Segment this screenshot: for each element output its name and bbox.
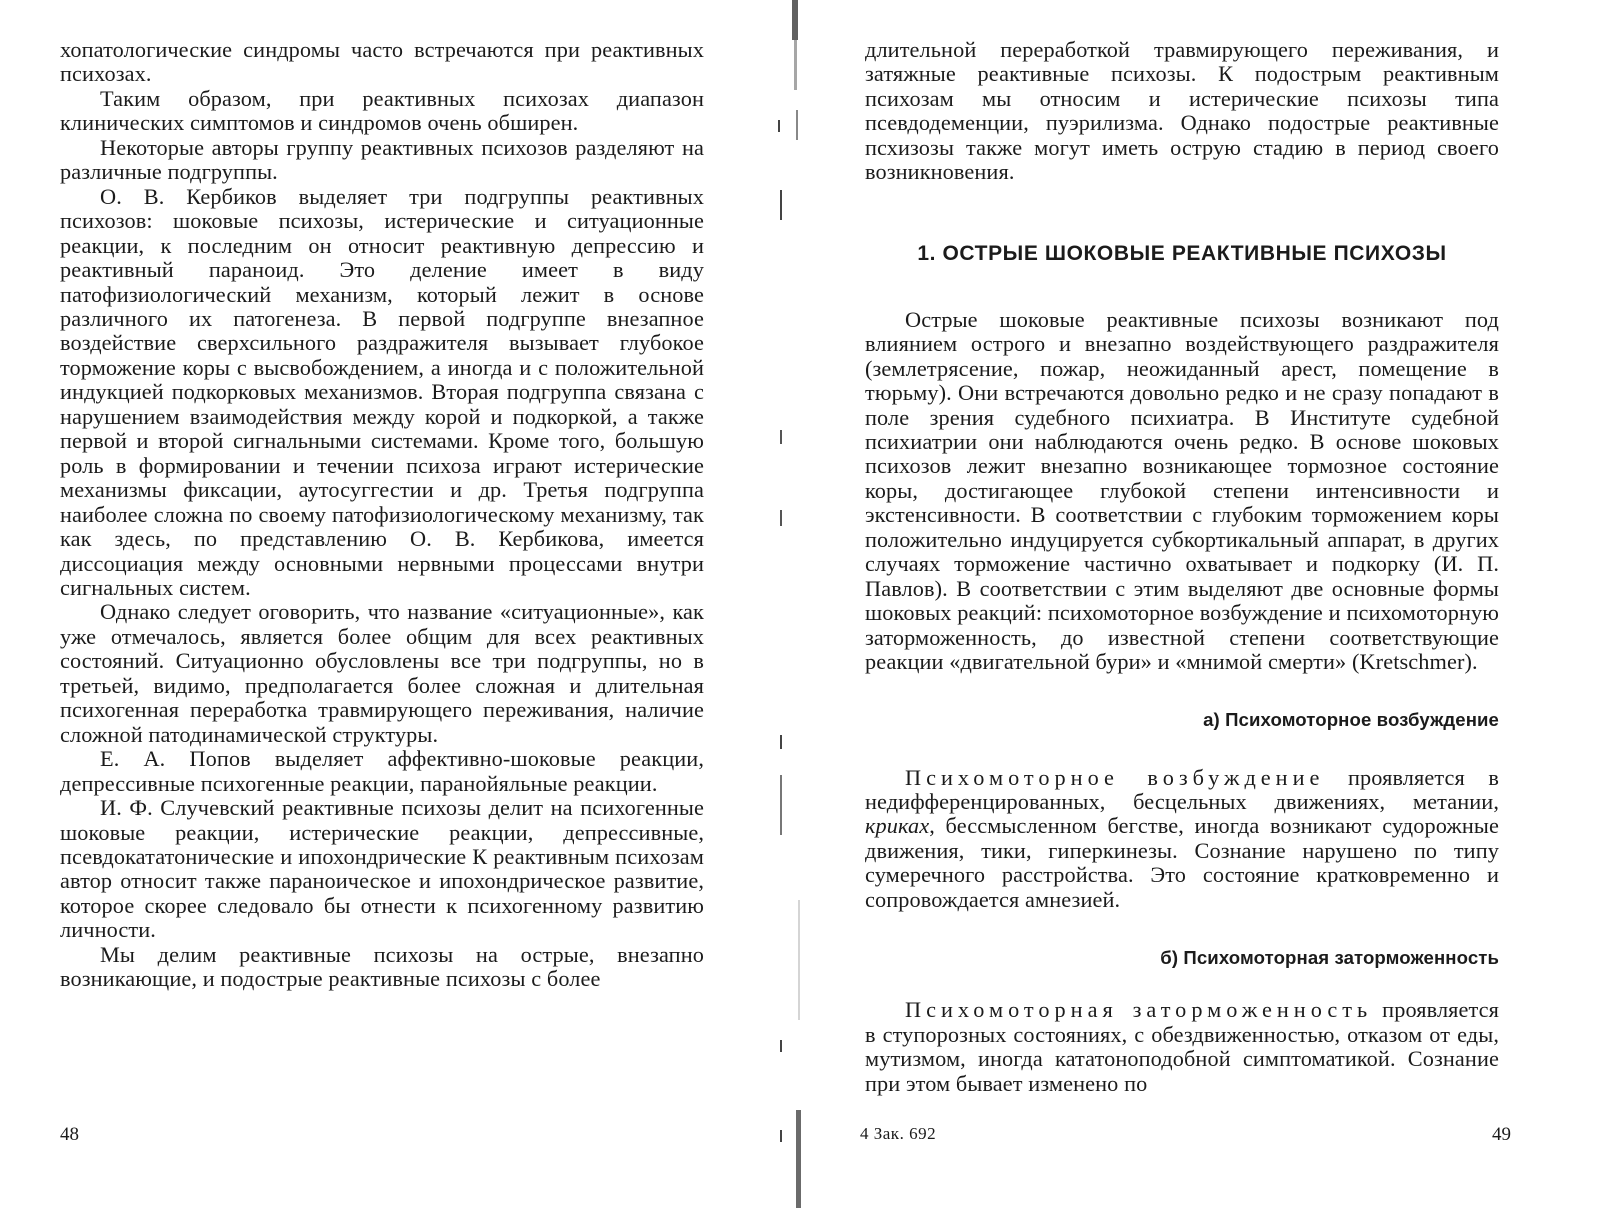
paragraph [865, 766, 1499, 913]
paragraph: длительной переработкой травмирующего переживания, и затяжные реактивные психозы. К подострым реактивным психозам мы относим и истерические психозы типа псевдодеменции, пуэрилизма. Однако подострые реактивные псхизозы также могут иметь острую стадию в период своего возникновения. [865, 37, 1499, 185]
paragraph: хопатологические синдромы часто встречаются при реактивных психозах. [60, 37, 704, 87]
subheading-b: б) Психомоторная заторможенность [1160, 947, 1499, 969]
paragraph: И. Ф. Случевский реактивные психозы делит на психогенные шоковые реакции, истерические реакции, депрессивные, псевдокататонические и ипохондрические К реактивным психозам автор относит также параноическое и ипохондрическое развитие, которое скорее следовало бы отнести к психогенному развитию личности. [60, 795, 704, 943]
printer-signature: 4 Зак. 692 [860, 1124, 937, 1143]
right-page-text [865, 38, 1499, 1096]
term-spaced: Психомоторное возбуждение [905, 764, 1325, 790]
paragraph: Таким образом, при реактивных психозах диапазон клинических симптомов и синдромов очень обширен. [60, 85, 704, 136]
paragraph-text: , бессмысленном бегстве, иногда возникают судорожные движения, тики, гиперкинезы. Сознание нарушено по типу сумеречного расстройства. Это состояние кратковременно и сопровождается амнезией. [865, 813, 1499, 912]
paragraph [865, 998, 1499, 1096]
right-page [810, 0, 1601, 1208]
section-heading: 1. ОСТРЫЕ ШОКОВЫЕ РЕАКТИВНЫЕ ПСИХОЗЫ [917, 241, 1447, 265]
paragraph: Однако следует оговорить, что название «ситуационные», как уже отмечалось, является более общим для всех реактивных состояний. Ситуационно обусловлены все три подгруппы, но в третьей, видимо, предполагается более сложная и длительная психогенная переработка травмирующего переживания, наличие сложной патодинамической структуры. [60, 599, 704, 747]
left-page-text [60, 38, 704, 992]
paragraph: О. В. Кербиков выделяет три подгруппы реактивных психозов: шоковые психозы, истерические и ситуационные реакции, к последним он относит реактивную депрессию и реактивный параноид. Это деление имеет в виду патофизиологический механизм, который лежит в основе различного их патогенеза. В первой подгруппе внезапное воздействие сверхсильного раздражителя вызывает глубокое торможение коры с высвобождением, а иногда и с положительной индукцией подкорковых механизмов. Вторая подгруппа связана с нарушением взаимодействия между корой и подкоркой, а также первой и второй сигнальными системами. Кроме того, большую роль в формировании и течении психоза играют истерические механизмы фиксации, аутосуггестии и др. Третья подгруппа наиболее сложна по своему патофизиологическому механизму, так как здесь, по представлению О. В. Кербикова, имеется диссоциация между основными нервными процессами внутри сигнальных систем. [60, 183, 704, 600]
paragraph: Е. А. Попов выделяет аффективно-шоковые реакции, депрессивные психогенные реакции, паранойяльные реакции. [60, 746, 704, 796]
italic-word: криках [865, 813, 930, 839]
paragraph: Мы делим реактивные психозы на острые, внезапно возникающие, и подострые реактивные психозы с более [60, 941, 704, 992]
subheading-a: а) Психомоторное возбуждение [1203, 708, 1499, 730]
page-number-right: 49 [1492, 1124, 1511, 1145]
page-number-left: 48 [60, 1124, 79, 1145]
paragraph-text: проявляется в недифференцированных, бесцельных движениях, метании, [865, 764, 1499, 814]
left-page [0, 0, 790, 1208]
paragraph-text: проявляется в ступорозных состояниях, с обездвиженностью, отказом от еды, мутизмом, иногда кататоноподобной симптоматикой. Сознание при этом бывает изменено по [865, 997, 1499, 1096]
paragraph: Некоторые авторы группу реактивных психозов разделяют на различные подгруппы. [60, 134, 704, 185]
term-spaced: Психомоторная заторможенность [905, 997, 1373, 1023]
paragraph: Острые шоковые реактивные психозы возникают под влиянием острого и внезапно воздействующего раздражителя (землетрясение, пожар, неожиданный арест, помещение в тюрьму). Они встречаются довольно редко и не сразу попадают в поле зрения судебного психиатра. В Институте судебной психиатрии они наблюдаются очень редко. В основе шоковых психозов лежит внезапно возникающее тормозное состояние коры, достигающее глубокой степени интенсивности и экстенсивности. В соответствии с глубоким торможением коры положительно индуцируется субкортикальный аппарат, в других случаях торможение частично охватывает и подкорку (И. П. Павлов). В соответствии с этим выделяют две основные формы шоковых реакций: психомоторное возбуждение и психомоторную заторможенность, до известной степени соответствующие реакции «двигательной бури» и «мнимой смерти» (Kretschmer). [865, 306, 1499, 675]
